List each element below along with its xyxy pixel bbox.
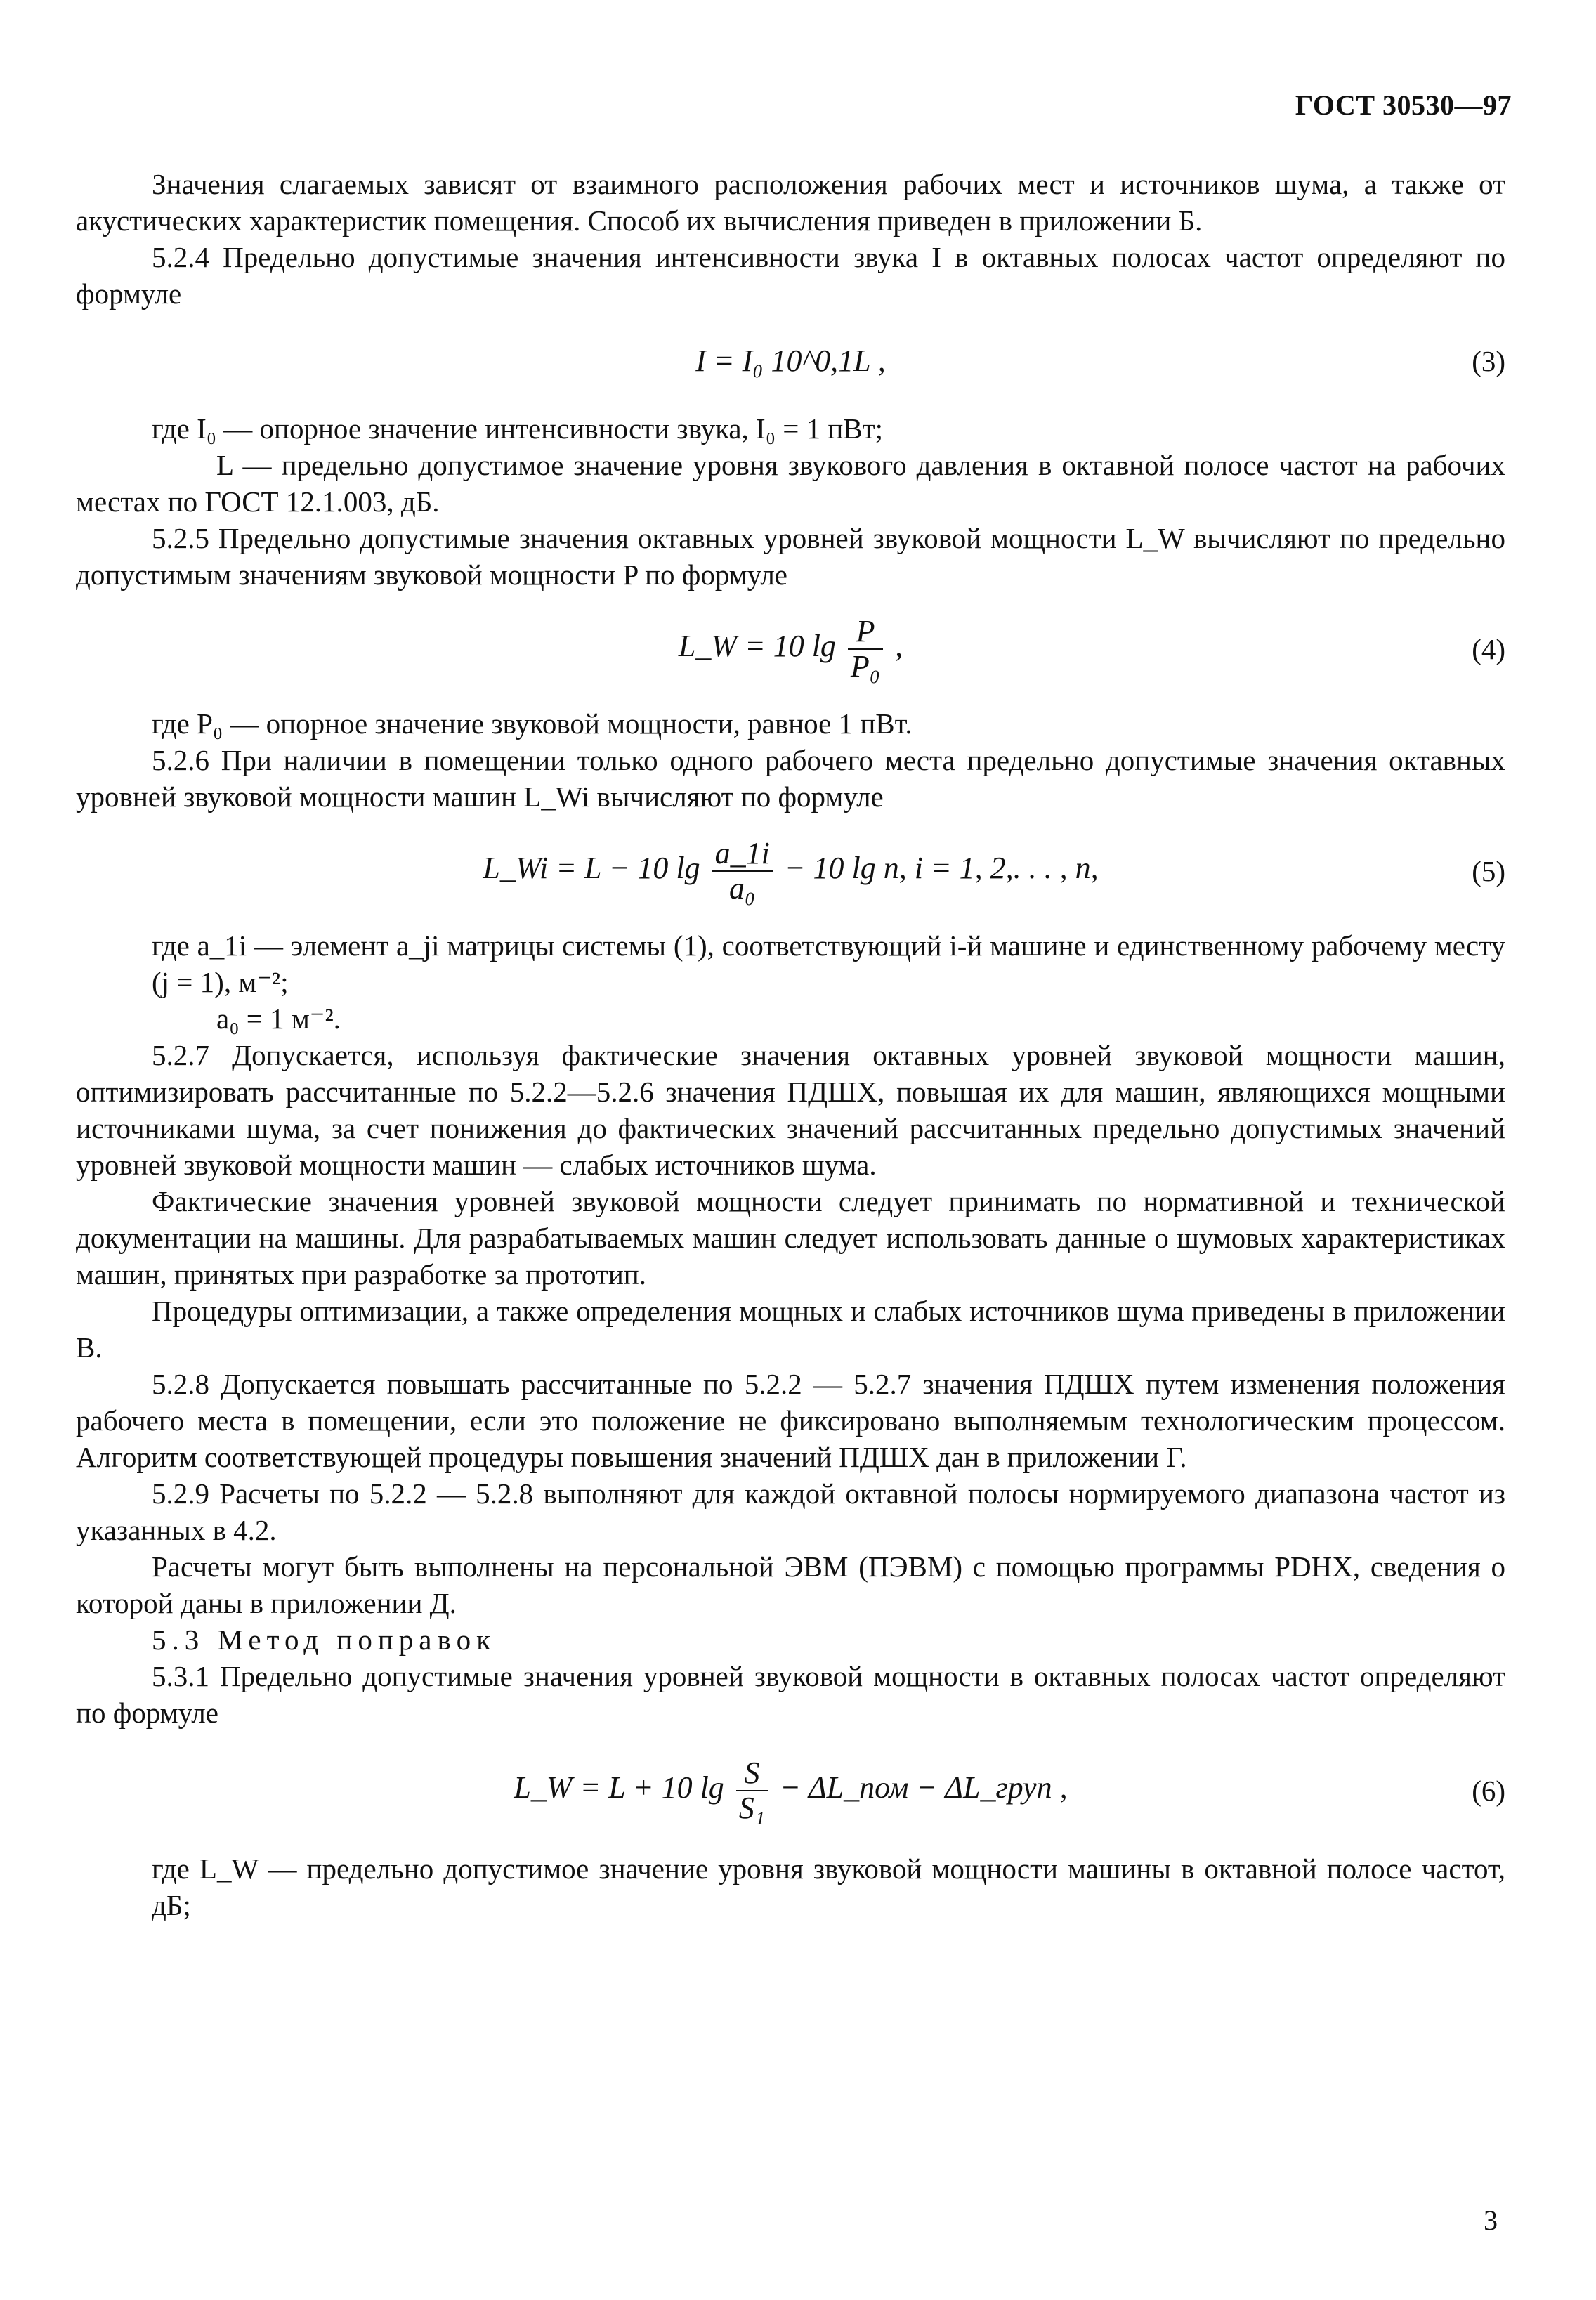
- document-body: [76, 166, 1505, 1923]
- paragraph: Процедуры оптимизации, а также определения мощных и слабых источников шума приведены в приложении В.: [76, 1295, 1505, 1364]
- fraction-denominator: P₀: [850, 649, 881, 684]
- formula-6: [76, 1731, 1505, 1850]
- formula-number: (3): [1472, 345, 1505, 377]
- formula-tail: − ΔL_пом − ΔL_груп ,: [780, 1770, 1068, 1805]
- formula-expression: [679, 615, 903, 684]
- paragraph-5-3-1: 5.3.1 Предельно допустимые значения уровней звуковой мощности в октавных полосах частот определяют по формуле: [76, 1660, 1505, 1729]
- document-header: ГОСТ 30530—97: [1295, 89, 1512, 121]
- formula-lhs: L_Wi = L − 10 lg: [483, 851, 700, 886]
- fraction-denominator: S₁: [738, 1791, 766, 1825]
- formula-3-legend-i0: где I₀ — опорное значение интенсивности звука, I₀ = 1 пВт;: [152, 412, 883, 445]
- formula-6-legend: где L_W — предельно допустимое значение уровня звуковой мощности машины в октавной полосе частот, дБ;: [152, 1853, 1505, 1921]
- paragraph-5-2-7: 5.2.7 Допускается, используя фактические значения октавных уровней звуковой мощности машин, оптимизировать рассчитанные по 5.2.2—5.2.6 значения ПДШХ, повышая их для машин, являющихся мощными источниками шума, за счет понижения до фактических значений рассчитанных предельно допустимых значений уровней звуковой мощности машин — слабых источников шума.: [76, 1039, 1505, 1181]
- formula-tail: ,: [895, 629, 903, 664]
- fraction: [848, 615, 883, 684]
- fraction-numerator: a_1i: [712, 837, 773, 872]
- formula-lhs: L_W = 10 lg: [678, 629, 836, 664]
- section-heading-5-3: 5.3 Метод поправок: [152, 1623, 496, 1656]
- paragraph: Расчеты могут быть выполнены на персональной ЭВМ (ПЭВМ) с помощью программы PDHX, сведения о которой даны в приложении Д.: [76, 1550, 1505, 1619]
- paragraph-5-2-5: 5.2.5 Предельно допустимые значения октавных уровней звуковой мощности L_W вычисляют по предельно допустимым значениям звуковой мощности P по формуле: [76, 522, 1505, 591]
- fraction-numerator: P: [848, 615, 883, 650]
- paragraph-5-2-9: 5.2.9 Расчеты по 5.2.2 — 5.2.8 выполняют для каждой октавной полосы нормируемого диапазона частот из указанных в 4.2.: [76, 1477, 1505, 1546]
- paragraph: Фактические значения уровней звуковой мощности следует принимать по нормативной и технической документации на машины. Для разрабатываемых машин следует использовать данные о шумовых характеристиках машин, принятых при разработке за прототип.: [76, 1185, 1505, 1291]
- formula-lhs: L_W = L + 10 lg: [514, 1770, 724, 1805]
- page-number: 3: [1484, 2204, 1498, 2236]
- formula-5-legend-a1i: где a_1i — элемент a_ji матрицы системы (1), соответствующий i-й машине и единственному рабочему месту (j = 1), м⁻²;: [152, 929, 1505, 998]
- fraction-denominator: a₀: [729, 871, 756, 906]
- fraction: [712, 837, 773, 906]
- formula-4-legend: где P₀ — опорное значение звуковой мощности, равное 1 пВт.: [152, 707, 913, 740]
- fraction-numerator: S: [736, 1756, 768, 1791]
- formula-tail: − 10 lg n, i = 1, 2,. . . , n,: [784, 851, 1099, 886]
- fraction: [736, 1756, 768, 1825]
- paragraph: Значения слагаемых зависят от взаимного расположения рабочих мест и источников шума, а также от акустических характеристик помещения. Способ их вычисления приведен в приложении Б.: [76, 168, 1505, 237]
- formula-number: (4): [1472, 633, 1505, 665]
- formula-number: (5): [1472, 855, 1505, 887]
- formula-3-legend-l: L — предельно допустимое значение уровня звукового давления в октавной полосе частот на рабочих местах по ГОСТ 12.1.003, дБ.: [76, 449, 1505, 518]
- paragraph-5-2-8: 5.2.8 Допускается повышать рассчитанные по 5.2.2 — 5.2.7 значения ПДШХ путем изменения положения рабочего места в помещении, если это положение не фиксировано выполняемым технологическим процессом. Алгоритм соответствующей процедуры повышения значений ПДШХ дан в приложении Г.: [76, 1368, 1505, 1473]
- paragraph-5-2-6: 5.2.6 При наличии в помещении только одного рабочего места предельно допустимые значения октавных уровней звуковой мощности машин L_Wi вычисляют по формуле: [76, 744, 1505, 813]
- formula-5-legend-a0: a₀ = 1 м⁻².: [216, 1002, 341, 1035]
- formula-number: (6): [1472, 1775, 1505, 1807]
- formula-expression: [514, 1756, 1067, 1825]
- formula-5: [76, 815, 1505, 927]
- paragraph-5-2-4: 5.2.4 Предельно допустимые значения интенсивности звука I в октавных полосах частот определяют по формуле: [76, 241, 1505, 310]
- formula-3: [76, 312, 1505, 410]
- formula-expression: I = I₀ 10^0,1L ,: [695, 344, 886, 378]
- formula-4: [76, 593, 1505, 705]
- formula-expression: [483, 837, 1098, 906]
